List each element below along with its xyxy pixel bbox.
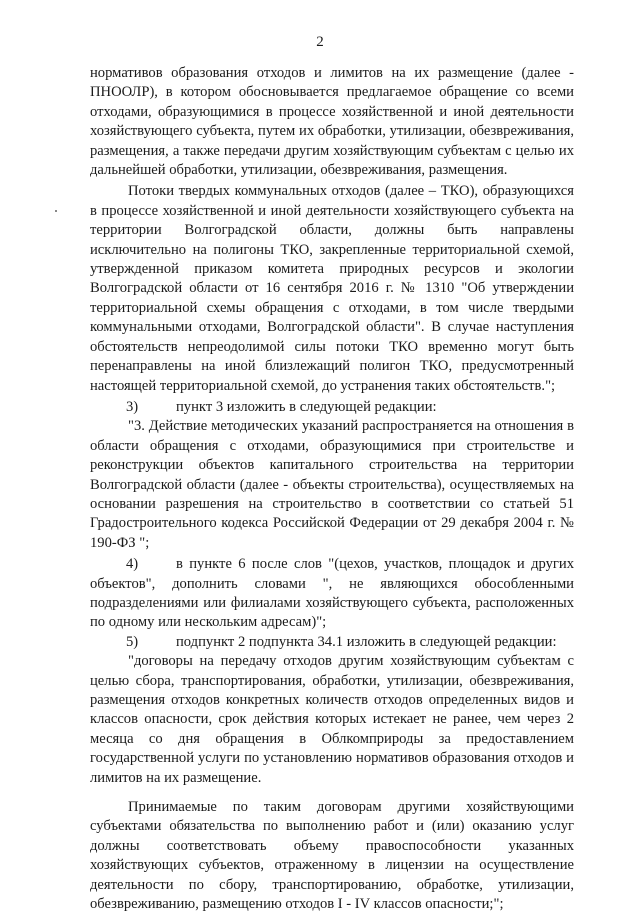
list-item-text: пункт 3 изложить в следующей редакции:: [176, 398, 437, 415]
margin-mark: [55, 210, 57, 212]
paragraph-obligations: Принимаемые по таким договорам другими хозяйствующими субъектами обязательства по выполнению работ и (или) оказанию услуг должны соответствовать объему правоспособности указанных хозяйствующих субъектов, отраженному в лицензии на осуществление деятельности по сбору, транспортированию, обработке, утилизации, обезвреживанию, размещению отходов I - IV классов опасности;";: [90, 799, 574, 913]
list-item-number: 4): [126, 556, 139, 573]
list-item-3: [90, 398, 574, 417]
list-item-4: [90, 555, 574, 633]
list-item-text: в пункте 6 после слов "(цехов, участков, площадок и других объектов", дополнить словами ", не являющихся обособленными подразделениями или филиалами хозяйствующего субъекта, расположенных по одному или нескольким адресам)";: [90, 556, 574, 631]
paragraph-point-3: "3. Действие методических указаний распространяется на отношения в области обращения с отходами, образующимися при строительстве и реконструкции объектов капитального строительства на территории Волгоградской области (далее - объекты строительства), осуществляемых на основании разрешения на строительство в соответствии со статьей 51 Градостроительного кодекса Российской Федерации от 29 декабря 2004 г. № 190-ФЗ ";: [90, 418, 574, 551]
paragraph-pnoolr: нормативов образования отходов и лимитов на их размещение (далее - ПНООЛР), в котором обосновывается предлагаемое обращение со всеми отходами, образующимися в процессе хозяйственной и иной деятельности хозяйствующего субъекта, путем их обработки, утилизации, обезвреживания, размещения, а также передачи другим хозяйствующим субъектам с целью их дальнейшей обработки, утилизации, обезвреживания, размещения.: [90, 65, 574, 179]
list-item-number: 5): [126, 633, 139, 650]
paragraph-gap: [90, 790, 574, 798]
page-number: 2: [316, 34, 324, 50]
document-body: [90, 64, 574, 916]
list-item-5: [90, 633, 574, 652]
paragraph-tko-flows: Потоки твердых коммунальных отходов (далее – ТКО), образующихся в процессе хозяйственной и иной деятельности хозяйствующего субъекта на территории Волгоградской области, должны быть направлены исключительно на полигоны ТКО, закрепленные территориальной схемой, утвержденной приказом комитета природных ресурсов и экологии Волгоградской области от 16 сентября 2016 г. № 1310 "Об утверждении территориальной схемы обращения с отходами, в том числе твердыми коммунальными отходами, Волгоградской области". В случае наступления обстоятельств непреодолимой силы потоки ТКО временно могут быть перенаправлены на иной близлежащий полигон ТКО, предусмотренный настоящей территориальной схемой, до устранения таких обстоятельств.";: [90, 183, 574, 394]
list-item-number: 3): [126, 398, 139, 415]
list-item-text: подпункт 2 подпункта 34.1 изложить в следующей редакции:: [176, 633, 557, 650]
paragraph-contracts: "договоры на передачу отходов другим хозяйствующим субъектам с целью сбора, транспортирования, обработки, утилизации, обезвреживания, размещения отходов конкретных количеств отходов определенных видов и классов опасности, срок действия которых истекает не ранее, чем через 2 месяца со дня обращения в Облкомприроды за предоставлением государственной услуги по установлению нормативов образования отходов и лимитов на их размещение.: [90, 653, 574, 786]
